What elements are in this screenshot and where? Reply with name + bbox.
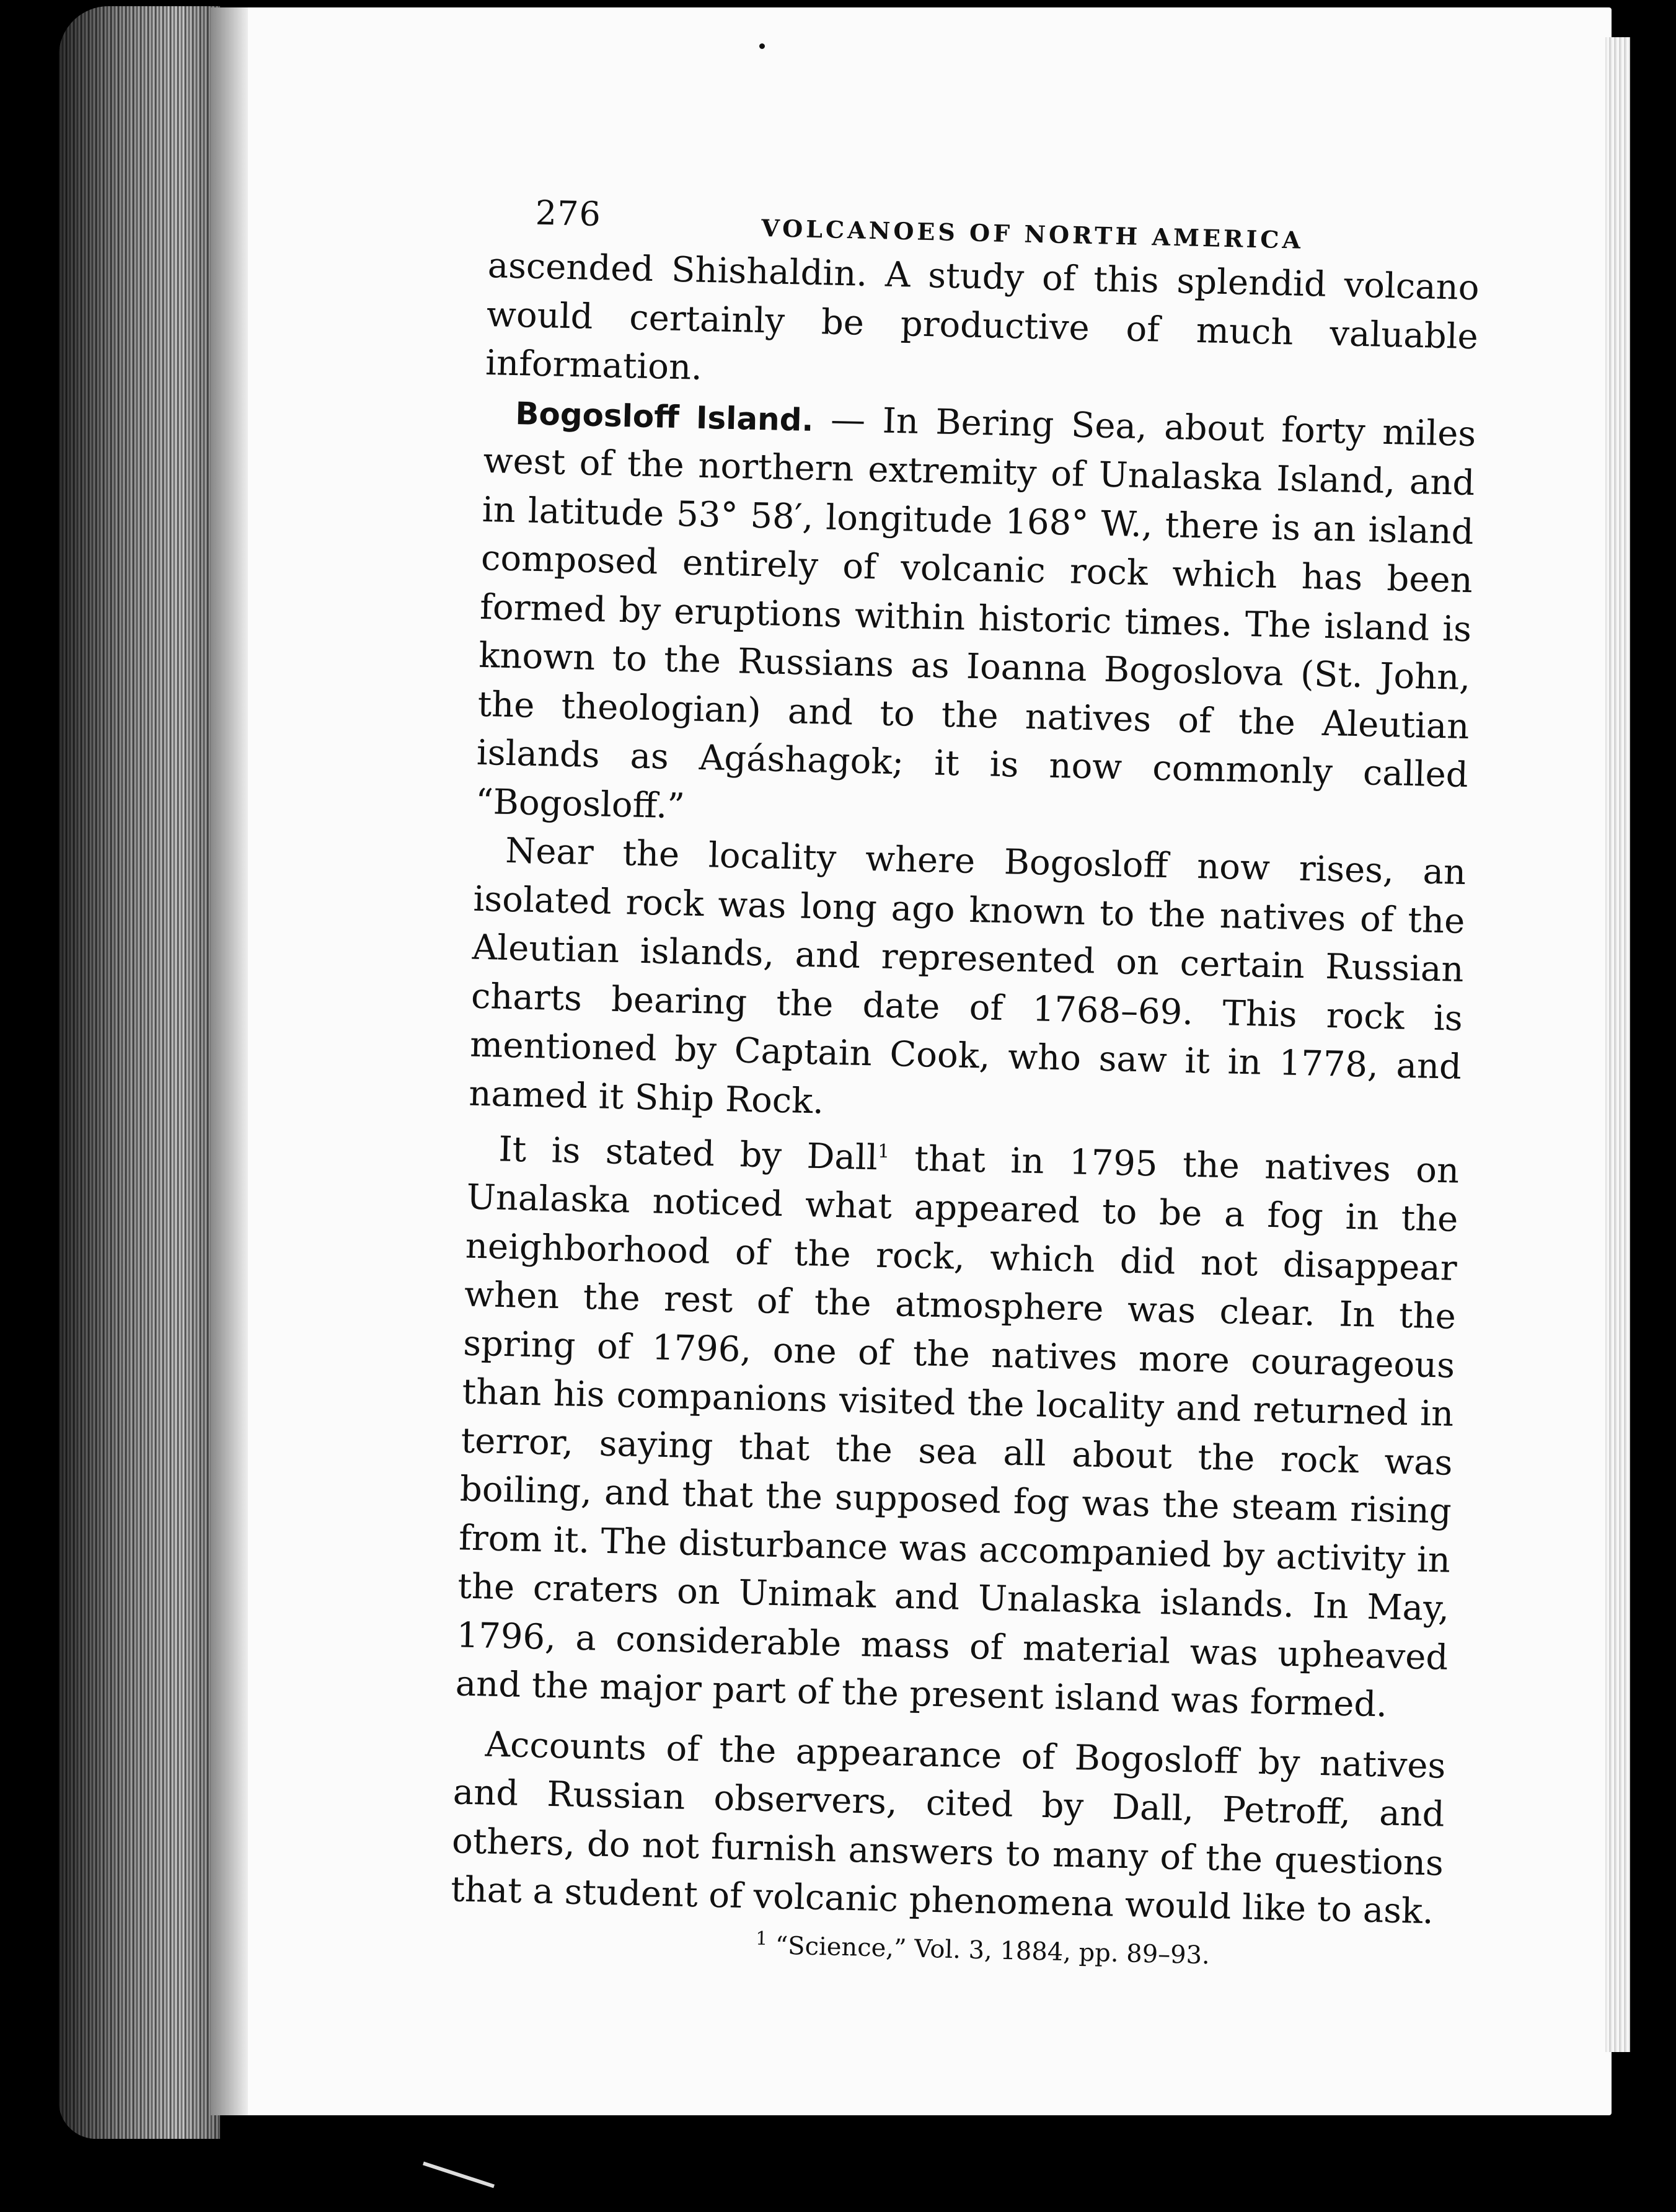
footnote-text: “Science,” Vol. 3, 1884, pp. 89–93. — [767, 1931, 1211, 1970]
paragraph-shishaldin: ascended Shishaldin. A study of this splendid volcano would certainly be productive of much valuable information. — [485, 245, 1480, 388]
footnote-mark: 1 — [755, 1927, 768, 1950]
paragraph-accounts: Accounts of the appearance of Bogosloff by natives and Russian observers, cited by Dall, Petroff, and others, do not furnish answers to many of the questions that a student of volcanic phenomena would like to ask. — [450, 1724, 1447, 1932]
footnote-reference: 1 — [877, 1140, 890, 1163]
running-title: VOLCANOES OF NORTH AMERICA — [761, 213, 1304, 254]
scan-border-right — [1630, 0, 1676, 2212]
paragraph-1796-eruption — [455, 1118, 1460, 1732]
scan-corner-mark — [423, 2162, 495, 2188]
page-gutter-shadow — [211, 7, 248, 2115]
paragraph-bogosloff-island — [475, 387, 1476, 849]
ink-speck — [759, 43, 765, 49]
page-number: 276 — [535, 193, 602, 234]
section-heading: Bogosloff Island. — [514, 395, 814, 438]
book-edge-shadow — [59, 6, 220, 2139]
paragraph-text: It is stated by Dall — [498, 1129, 878, 1179]
paragraph-text: that in 1795 the natives on Unalaska noticed what appeared to be a fog in the neighborhood of the rock, which did not disappear when the rest of the atmosphere was clear. In the spring of 1796, one of the natives more courageous than his companions visited the locality and returned in terror, saying that the sea all about the rock was boiling, and that the supposed fog was the steam rising from it. The disturbance was accompanied by activity in the craters on Unimak and Unalaska islands. In May, 1796, a considerable mass of material was upheaved and the major part of the present island was formed. — [455, 1138, 1460, 1725]
paragraph-text: — In Bering Sea, about forty miles west of the northern extremity of Unalaska Island, and in latitude 53° 58′, longitude 168° W., there is an island composed entirely of volcanic rock which has been formed by eruptions within historic times. The island is known to the Russians as Ioanna Bogoslova (St. John, the theologian) and to the natives of the Aleutian islands as Agáshagok; it is now commonly called “Bogosloff.” — [475, 399, 1476, 826]
next-page-edge — [1605, 37, 1630, 2052]
page-content — [449, 180, 1481, 1975]
paragraph-ship-rock: Near the locality where Bogosloff now rises, an isolated rock was long ago known to the natives of the Aleutian islands, and represented on certain Russian charts bearing the date of 1768–69. This rock is mentioned by Captain Cook, who saw it in 1778, and named it Ship Rock. — [468, 830, 1466, 1122]
